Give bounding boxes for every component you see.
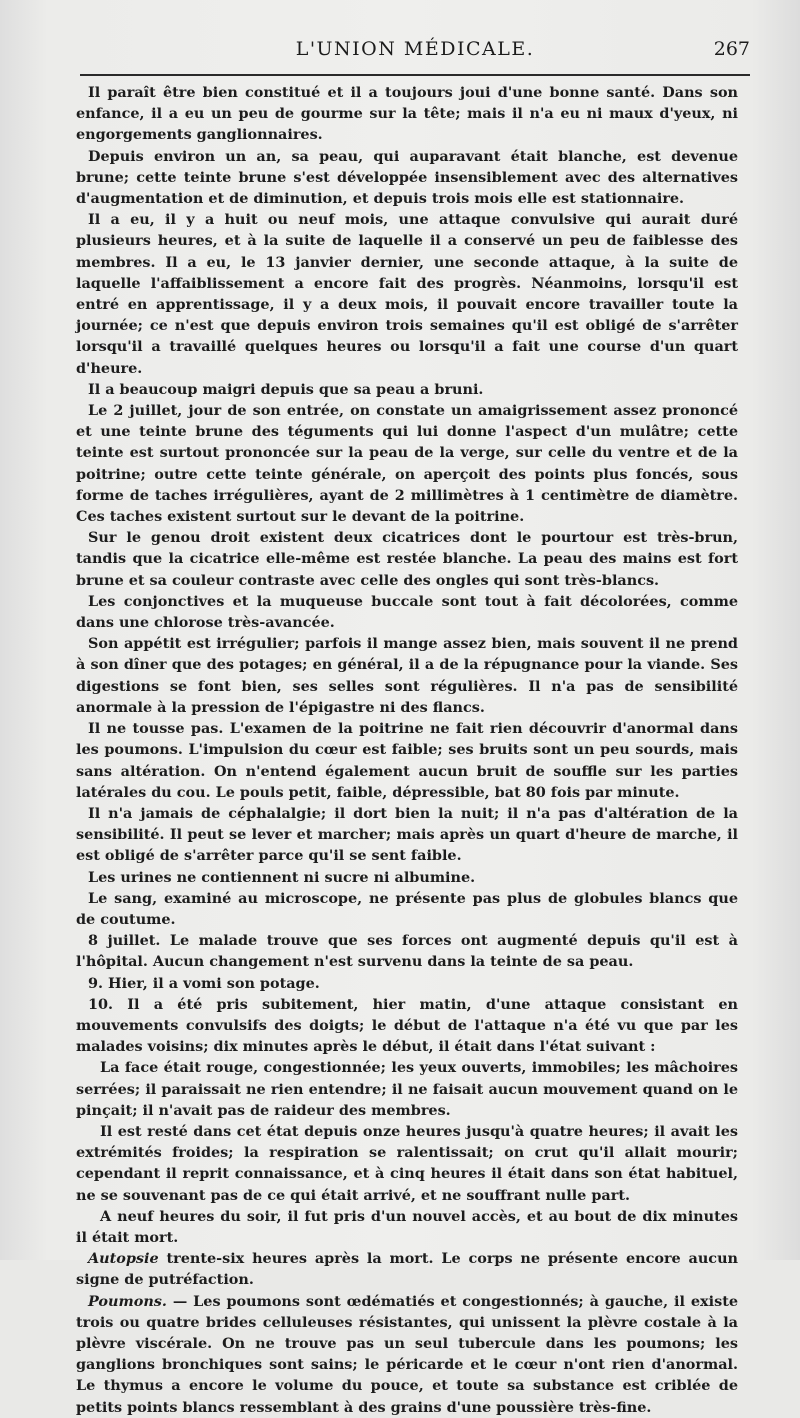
- paragraph: Il a beaucoup maigri depuis que sa peau a bruni.: [88, 380, 484, 398]
- paragraph: 10. Il a été pris subitement, hier matin, d'une attaque consistant en mouvements convulsifs des doigts; le début de l'attaque n'a été vu que par les malades voisins; dix minutes après le début, il était dans l'état suivant :: [76, 995, 738, 1056]
- paragraph: Les conjonctives et la muqueuse buccale sont tout à fait décolorées, comme dans une chlorose très-avancée.: [76, 592, 738, 632]
- paragraph: Il a eu, il y a huit ou neuf mois, une attaque convulsive qui aurait duré plusieurs heures, et à la suite de laquelle il a conservé un peu de faiblesse des membres. Il a eu, le 13 janvier dernier, une seconde attaque, à la suite de laquelle l'affaiblissement a encore fait des progrès. Néanmoins, lorsqu'il est entré en apprentissage, il y a deux mois, il pouvait encore travailler toute la journée; ce n'est que depuis environ trois semaines qu'il est obligé de s'arrêter lorsqu'il a travaillé quelques heures ou lorsqu'il a fait une course d'un quart d'heure.: [76, 211, 738, 377]
- paragraph: Il paraît être bien constitué et il a toujours joui d'une bonne santé. Dans son enfance, il a eu un peu de gourme sur la tête; mais il n'a eu ni maux d'yeux, ni engorgements ganglionnaires.: [76, 84, 738, 144]
- paragraph: 8 juillet. Le malade trouve que ses forces ont augmenté depuis qu'il est à l'hôpital. Aucun changement n'est survenu dans la teinte de sa peau.: [76, 932, 738, 971]
- paragraph: Il n'a jamais de céphalalgie; il dort bien la nuit; il n'a pas d'altération de la sensibilité. Il peut se lever et marcher; mais après un quart d'heure de marche, il est obligé de s'arrêter parce qu'il se sent faible.: [76, 804, 738, 865]
- paragraph: Son appétit est irrégulier; parfois il mange assez bien, mais souvent il ne prend à son dîner que des potages; en général, il a de la répugnance pour la viande. Ses digestions se font bien, ses selles sont régulières. Il n'a pas de sensibilité anormale à la pression de l'épigastre ni des flancs.: [76, 635, 738, 716]
- sub-paragraph: La face était rouge, congestionnée; les yeux ouverts, immobiles; les mâchoires serrées; il paraissait ne rien entendre; il ne faisait aucun mouvement quand on le pinçait; il n'avait pas de raideur des membres.: [76, 1059, 738, 1119]
- lungs-paragraph: [76, 1291, 738, 1418]
- running-title: L'UNION MÉDICALE.: [295, 38, 535, 60]
- lungs-text: — Les poumons sont œdématiés et congestionnés; à gauche, il existe trois ou quatre brides celluleuses résistantes, qui unissent la plèvre costale à la plèvre viscérale. On ne trouve pas un seul tubercule dans les poumons; les ganglions bronchiques sont sains; le péricarde et le cœur n'ont rien d'anormal. Le thymus a encore le volume du pouce, et toute sa substance est criblée de petits points blancs ressemblant à des grains d'une poussière très-fine.: [76, 1292, 738, 1416]
- autopsy-label: Autopsie: [88, 1250, 159, 1268]
- paragraph: Depuis environ un an, sa peau, qui auparavant était blanche, est devenue brune; cette teinte brune s'est développée insensiblement avec des alternatives d'augmentation et de diminution, et depuis trois mois elle est stationnaire.: [76, 147, 738, 208]
- paragraph: Les urines ne contiennent ni sucre ni albumine.: [88, 868, 476, 886]
- header-rule: [80, 74, 750, 76]
- sub-paragraph: Il est resté dans cet état depuis onze heures jusqu'à quatre heures; il avait les extrémités froides; la respiration se ralentissait; on crut qu'il allait mourir; cependant il reprit connaissance, et à cinq heures il était dans son état habituel, ne se souvenant pas de ce qui était arrivé, et ne souffrant nulle part.: [76, 1122, 738, 1204]
- paragraph: Le sang, examiné au microscope, ne présente pas plus de globules blancs que de coutume.: [76, 889, 738, 928]
- paragraph: Le 2 juillet, jour de son entrée, on constate un amaigrissement assez prononcé et une teinte brune des téguments qui lui donne l'aspect d'un mulâtre; cette teinte est surtout prononcée sur la peau de la verge, sur celle du ventre et de la poitrine; outre cette teinte générale, on aperçoit des points plus foncés, sous forme de taches irrégulières, ayant de 2 millimètres à 1 centimètre de diamètre. Ces taches existent surtout sur le devant de la poitrine.: [76, 402, 738, 526]
- sub-paragraph: A neuf heures du soir, il fut pris d'un nouvel accès, et au bout de dix minutes il était mort.: [76, 1207, 738, 1246]
- lungs-label: Poumons.: [88, 1292, 167, 1310]
- paragraph: 9. Hier, il a vomi son potage.: [88, 974, 320, 992]
- page-header: [80, 38, 750, 66]
- article-body: [76, 82, 738, 1418]
- paragraph: Sur le genou droit existent deux cicatrices dont le pourtour est très-brun, tandis que la cicatrice elle-même est restée blanche. La peau des mains est fort brune et sa couleur contraste avec celle des ongles qui sont très-blancs.: [76, 529, 738, 589]
- page-number: 267: [713, 38, 750, 60]
- autopsy-paragraph: [76, 1248, 738, 1290]
- paragraph: Il ne tousse pas. L'examen de la poitrine ne fait rien découvrir d'anormal dans les poumons. L'impulsion du cœur est faible; ses bruits sont un peu sourds, mais sans altération. On n'entend également aucun bruit de souffle sur les parties latérales du cou. Le pouls petit, faible, dépressible, bat 80 fois par minute.: [76, 720, 738, 801]
- autopsy-text: trente-six heures après la mort. Le corps ne présente encore aucun signe de putréfaction.: [76, 1250, 738, 1289]
